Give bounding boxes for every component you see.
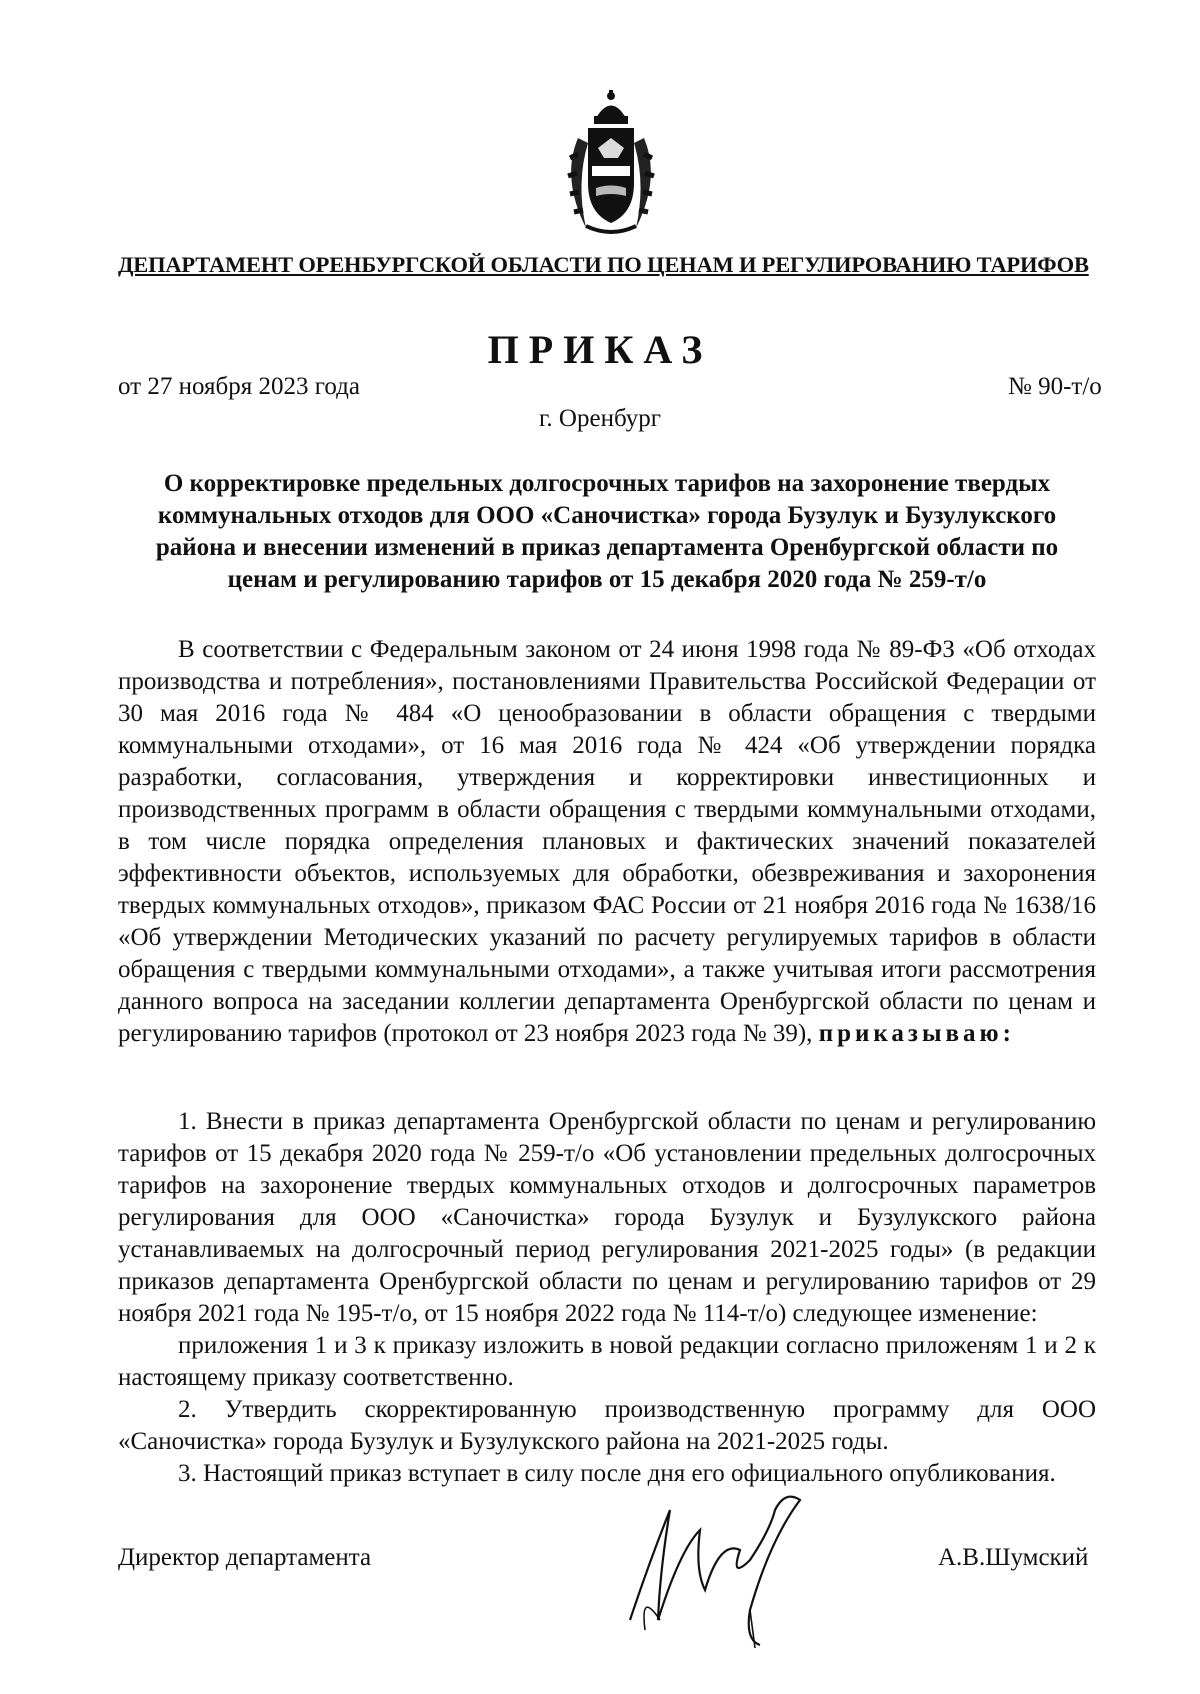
order-city: г. Оренбург [539, 405, 661, 432]
signatory-name: А.В.Шумский [938, 1544, 1089, 1571]
order-item: 1. Внести в приказ департамента Оренбургской области по ценам и регулированию тарифов от 15 декабря 2020 года № 259-т/о «Об установлении предельных долгосрочных тарифов на захоронение твердых коммунальных отходов и долгосрочных параметров регулирования для ООО «Саночистка» города Бузулук и Бузулукского района устанавливаемых на долгосрочный период регулирования 2021-2025 годы» (в редакции приказов департамента Оренбургской области по ценам и регулированию тарифов от 29 ноября 2021 года № 195-т/о, от 15 ноября 2022 года № 114-т/о) следующее изменение: [118, 1108, 1096, 1327]
preamble-text: В соответствии с Федеральным законом от 24 июня 1998 года № 89-ФЗ «Об отходах производства и потребления», постановлениями Правительства Российской Федерации от 30 мая 2016 года № 484 «О ценообразовании в области обращения с твердыми коммунальными отходами», от 16 мая 2016 года № 424 «Об утверждении порядка разработки, согласования, утверждения и корректировки инвестиционных и производственных программ в области обращения с твердыми коммунальными отходами, в том числе порядка определения плановых и фактических значений показателей эффективности объектов, используемых для обработки, обезвреживания и захоронения твердых коммунальных отходов», приказом ФАС России от 21 ноября 2016 года № 1638/16 «Об утверждении Методических указаний по расчету регулируемых тарифов в области обращения с твердыми коммунальными отходами», а также учитывая итоги рассмотрения данного вопроса на заседании коллегии департамента Оренбургской области по ценам и регулированию тарифов (протокол от 23 ноября 2023 года № 39), [118, 636, 1096, 1047]
handwritten-signature [600, 1470, 830, 1650]
order-number: № 90-т/о [1008, 373, 1102, 400]
directive: приказываю: [818, 1020, 1015, 1047]
order-item: приложения 1 и 3 к приказу изложить в новой редакции согласно приложеням 1 и 2 к настоящему приказу соответственно. [118, 1332, 1096, 1391]
coat-of-arms-emblem [556, 88, 666, 238]
order-item: 2. Утвердить скорректированную производственную программу для ООО «Саночистка» города Бузулук и Бузулукского района на 2021-2025 годы. [118, 1396, 1096, 1455]
department-name: ДЕПАРТАМЕНТ ОРЕНБУРГСКОЙ ОБЛАСТИ ПО ЦЕНАМ И РЕГУЛИРОВАНИЮ ТАРИФОВ [118, 252, 1089, 277]
preamble [118, 634, 1096, 1050]
order-date: от 27 ноября 2023 года [118, 373, 360, 400]
signatory-position: Директор департамента [118, 1544, 372, 1571]
order-item: 3. Настоящий приказ вступает в силу после дня его официального опубликования. [178, 1460, 1056, 1487]
order-items [118, 1106, 1096, 1490]
document-title: ПРИКАЗ [487, 327, 713, 372]
order-subject: О корректировке предельных долгосрочных тарифов на захоронение твердых коммунальных отходов для ООО «Саночистка» города Бузулук и Бузулукского района и внесении изменений в приказ департамента Оренбургской области по ценам и регулированию тарифов от 15 декабря 2020 года № 259-т/о [155, 470, 1059, 593]
